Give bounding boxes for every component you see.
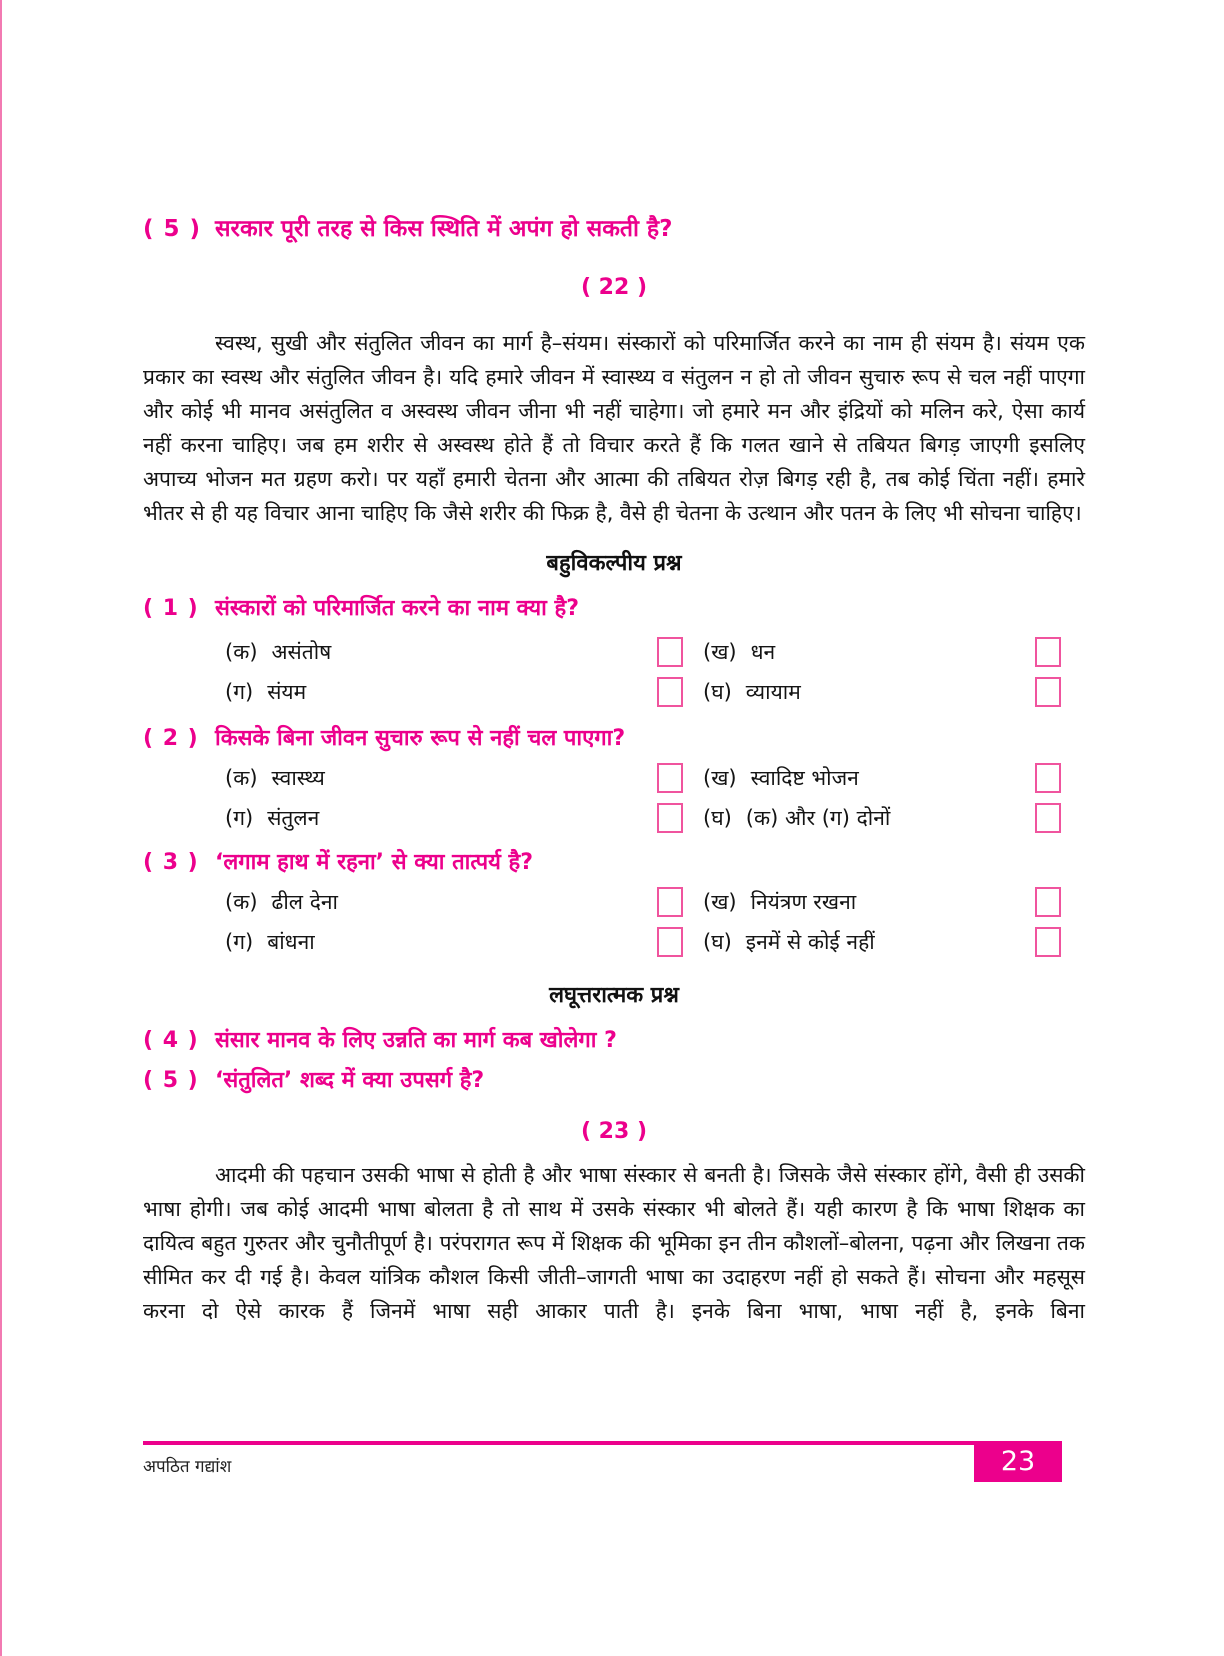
- answer-checkbox-q2-ka[interactable]: [657, 763, 683, 793]
- option-marker: (ग): [225, 930, 254, 954]
- answer-checkbox-q3-kha[interactable]: [1035, 887, 1061, 917]
- chapter-title: अपठित गद्यांश: [143, 1457, 232, 1477]
- mcq-question-3: [143, 848, 1085, 878]
- option-ga: [225, 678, 657, 706]
- option-kha: [683, 764, 1035, 792]
- option-text: ढील देना: [271, 890, 338, 914]
- answer-checkbox-q2-ga[interactable]: [657, 803, 683, 833]
- question-number: ( 3 ): [143, 850, 199, 875]
- option-marker: (क): [225, 890, 258, 914]
- question-number: ( 1 ): [143, 596, 199, 621]
- option-row: [143, 802, 1085, 834]
- question-number: ( 2 ): [143, 726, 199, 751]
- question-text: संस्कारों को परिमार्जित करने का नाम क्या है?: [215, 596, 579, 621]
- option-gha: [683, 678, 1035, 706]
- answer-checkbox-q1-gha[interactable]: [1035, 677, 1061, 707]
- question-text: सरकार पूरी तरह से किस स्थिति में अपंग हो सकती है?: [215, 216, 673, 242]
- answer-checkbox-q1-ka[interactable]: [657, 637, 683, 667]
- option-gha: [683, 928, 1035, 956]
- answer-checkbox-q2-gha[interactable]: [1035, 803, 1061, 833]
- passage-22-number: ( 22 ): [580, 275, 648, 300]
- option-marker: (ख): [703, 640, 737, 664]
- option-kha: [683, 888, 1035, 916]
- question-text: संसार मानव के लिए उन्नति का मार्ग कब खोलेगा ?: [215, 1028, 617, 1053]
- option-marker: (घ): [703, 930, 732, 954]
- option-text: बांधना: [267, 930, 315, 954]
- question-number: ( 5 ): [143, 216, 202, 242]
- answer-checkbox-q3-ga[interactable]: [657, 927, 683, 957]
- question-5-previous: [143, 214, 1085, 244]
- page-number-badge: 23: [974, 1441, 1062, 1482]
- option-ka: [225, 638, 657, 666]
- option-marker: (ख): [703, 890, 737, 914]
- answer-checkbox-q2-kha[interactable]: [1035, 763, 1061, 793]
- option-text: इनमें से कोई नहीं: [745, 930, 875, 954]
- passage-22-text: स्वस्थ, सुखी और संतुलित जीवन का मार्ग है–संयम। संस्कारों को परिमार्जित करने का नाम ही संयम है। संयम एक प्रकार का स्वस्थ और संतुलित जीवन है। यदि हमारे जीवन में स्वास्थ्य व संतुलन न हो तो जीवन सुचारु रूप से चल नहीं पाएगा और कोई भी मानव असंतुलित व अस्वस्थ जीवन जीना भी नहीं चाहेगा। जो हमारे मन और इंद्रियों को मलिन करे, ऐसा कार्य नहीं करना चाहिए। जब हम शरीर से अस्वस्थ होते हैं तो विचार करते हैं कि गलत खाने से तबियत बिगड़ जाएगी इसलिए अपाच्य भोजन मत ग्रहण करो। पर यहाँ हमारी चेतना और आत्मा की तबियत रोज़ बिगड़ रही है, तब कोई चिंता नहीं। हमारे भीतर से ही यह विचार आना चाहिए कि जैसे शरीर की फिक्र है, वैसे ही चेतना के उत्थान और पतन के लिए भी सोचना चाहिए।: [143, 331, 1085, 525]
- footer-rule: [143, 1441, 974, 1445]
- option-marker: (ख): [703, 766, 737, 790]
- mcq-section-heading: बहुविकल्पीय प्रश्न: [546, 551, 682, 576]
- short-answer-section-heading: लघूत्तरात्मक प्रश्न: [549, 983, 679, 1008]
- option-row: [143, 676, 1085, 708]
- option-text: नियंत्रण रखना: [750, 890, 857, 914]
- page-footer: [143, 1441, 1062, 1482]
- footer-left: [143, 1441, 974, 1477]
- question-number: ( 4 ): [143, 1028, 199, 1053]
- option-ka: [225, 764, 657, 792]
- mcq-question-2: [143, 724, 1085, 754]
- option-text: असंतोष: [271, 640, 332, 664]
- option-marker: (घ): [703, 806, 732, 830]
- option-text: स्वास्थ्य: [271, 766, 325, 790]
- page-content: [143, 0, 1085, 1328]
- option-text: स्वादिष्ट भोजन: [750, 766, 859, 790]
- option-text: (क) और (ग) दोनों: [745, 806, 891, 830]
- option-ka: [225, 888, 657, 916]
- answer-checkbox-q3-ka[interactable]: [657, 887, 683, 917]
- option-marker: (ग): [225, 680, 254, 704]
- passage-23-text: आदमी की पहचान उसकी भाषा से होती है और भाषा संस्कार से बनती है। जिसके जैसे संस्कार होंगे, वैसी ही उसकी भाषा होगी। जब कोई आदमी भाषा बोलता है तो साथ में उसके संस्कार भी बोलते हैं। यही कारण है कि भाषा शिक्षक का दायित्व बहुत गुरुतर और चुनौतीपूर्ण है। परंपरागत रूप में शिक्षक की भूमिका इन तीन कौशलों–बोलना, पढ़ना और लिखना तक सीमित कर दी गई है। केवल यांत्रिक कौशल किसी जीती–जागती भाषा का उदाहरण नहीं हो सकते हैं। सोचना और महसूस करना दो ऐसे कारक हैं जिनमें भाषा सही आकार पाती है। इनके बिना भाषा, भाषा नहीं है, इनके बिना: [143, 1163, 1085, 1323]
- mcq-question-1: [143, 594, 1085, 624]
- short-question-5: [143, 1066, 1085, 1096]
- page-edge-accent-line: [0, 0, 2, 1656]
- option-ga: [225, 928, 657, 956]
- question-text: ‘लगाम हाथ में रहना’ से क्या तात्पर्य है?: [215, 850, 533, 875]
- option-marker: (ग): [225, 806, 254, 830]
- question-text: किसके बिना जीवन सुचारु रूप से नहीं चल पाएगा?: [215, 726, 626, 751]
- option-text: संयम: [267, 680, 307, 704]
- option-kha: [683, 638, 1035, 666]
- option-row: [143, 636, 1085, 668]
- option-text: संतुलन: [267, 806, 320, 830]
- answer-checkbox-q1-kha[interactable]: [1035, 637, 1061, 667]
- option-marker: (क): [225, 640, 258, 664]
- option-ga: [225, 804, 657, 832]
- option-gha: [683, 804, 1035, 832]
- answer-checkbox-q3-gha[interactable]: [1035, 927, 1061, 957]
- answer-checkbox-q1-ga[interactable]: [657, 677, 683, 707]
- option-text: व्यायाम: [745, 680, 801, 704]
- option-marker: (क): [225, 766, 258, 790]
- option-row: [143, 886, 1085, 918]
- passage-23-number: ( 23 ): [580, 1119, 648, 1144]
- question-text: ‘संतुलित’ शब्द में क्या उपसर्ग है?: [215, 1068, 485, 1093]
- option-text: धन: [750, 640, 776, 664]
- short-question-4: [143, 1026, 1085, 1056]
- option-row: [143, 926, 1085, 958]
- option-marker: (घ): [703, 680, 732, 704]
- option-row: [143, 762, 1085, 794]
- question-number: ( 5 ): [143, 1068, 199, 1093]
